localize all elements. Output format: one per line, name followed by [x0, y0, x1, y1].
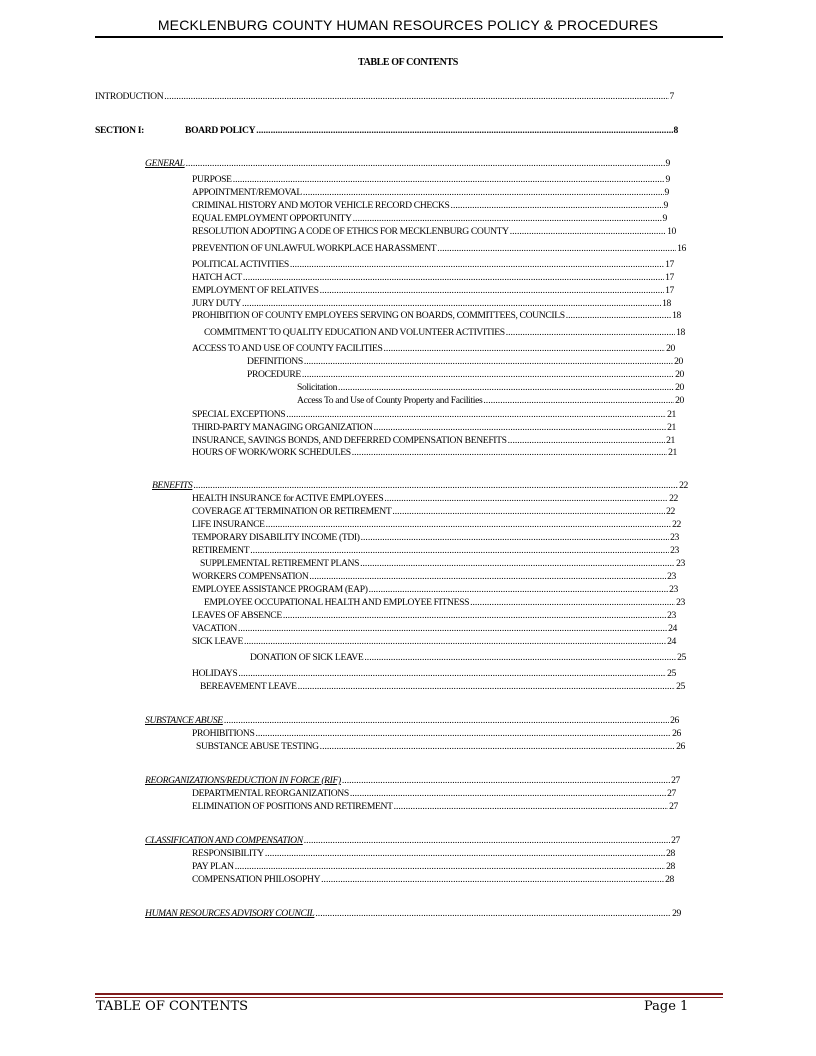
toc-page-number: 21: [667, 422, 676, 433]
toc-page-number: 29: [672, 908, 681, 919]
toc-page-number: 23: [670, 545, 679, 556]
toc-entry-title: APPOINTMENT/REMOVAL: [192, 187, 302, 198]
toc-entry-title: SUBSTANCE ABUSE: [145, 715, 223, 726]
toc-entry-title: PROHIBITIONS: [192, 728, 255, 739]
dot-leader: [235, 860, 665, 873]
toc-page-number: 28: [666, 848, 675, 859]
toc-entry[interactable]: [247, 355, 683, 368]
toc-entry[interactable]: [192, 727, 681, 740]
toc-entry[interactable]: [192, 531, 679, 544]
toc-page-number: 23: [670, 532, 679, 543]
toc-entry[interactable]: [192, 271, 674, 284]
dot-leader: [243, 271, 664, 284]
toc-entry[interactable]: [145, 157, 670, 170]
toc-entry[interactable]: [192, 446, 677, 459]
toc-entry-title: HEALTH INSURANCE for ACTIVE EMPLOYEES: [192, 493, 384, 504]
toc-entry-title: CRIMINAL HISTORY AND MOTOR VEHICLE RECORD CHECKS: [192, 200, 450, 211]
toc-entry-title: HOURS OF WORK/WORK SCHEDULES: [192, 447, 351, 458]
toc-entry-title: THIRD-PARTY MANAGING ORGANIZATION: [192, 422, 373, 433]
toc-page-number: 25: [667, 668, 676, 679]
toc-entry-title: VACATION: [192, 623, 237, 634]
toc-page-number: 23: [669, 584, 678, 595]
toc-entry[interactable]: [192, 570, 676, 583]
toc-entry[interactable]: [192, 408, 676, 421]
toc-entry-title: REORGANIZATIONS/REDUCTION IN FORCE (RIF): [145, 775, 341, 786]
toc-entry-title: ACCESS TO AND USE OF COUNTY FACILITIES: [192, 343, 383, 354]
toc-page-number: 20: [666, 343, 675, 354]
toc-entry[interactable]: [152, 479, 688, 492]
dot-leader: [384, 342, 666, 355]
toc-page-number: 9: [663, 200, 668, 211]
dot-leader: [350, 787, 666, 800]
toc-page-number: 22: [666, 506, 675, 517]
toc-entry[interactable]: [145, 774, 680, 787]
dot-leader: [353, 212, 662, 225]
toc-entry[interactable]: [204, 326, 685, 339]
dot-leader: [290, 258, 664, 271]
toc-entry-title: INSURANCE, SAVINGS BONDS, AND DEFERRED COMPENSATION BENEFITS: [192, 435, 507, 446]
toc-page-number: 20: [675, 395, 684, 406]
footer-rule-thin: [95, 997, 723, 998]
toc-entry-title: CLASSIFICATION AND COMPENSATION: [145, 835, 303, 846]
toc-entry-title: EMPLOYEE ASSISTANCE PROGRAM (EAP): [192, 584, 368, 595]
toc-page-number: 26: [670, 715, 679, 726]
toc-entry-title: DONATION OF SICK LEAVE: [250, 652, 364, 663]
dot-leader: [392, 505, 665, 518]
dot-leader: [394, 800, 668, 813]
toc-page-number: 20: [674, 356, 683, 367]
toc-entry-title: Access To and Use of County Property and Facilities: [297, 395, 483, 406]
toc-page-number: 24: [667, 636, 676, 647]
toc-entry[interactable]: [200, 680, 685, 693]
dot-leader: [483, 394, 674, 407]
toc-entry[interactable]: [192, 518, 681, 531]
dot-leader: [364, 651, 676, 664]
toc-page-number: 25: [677, 652, 686, 663]
dot-leader: [304, 355, 673, 368]
toc-entry[interactable]: [145, 714, 679, 727]
dot-leader: [360, 557, 675, 570]
toc-entry-subtitle: BOARD POLICY: [185, 125, 256, 136]
dot-leader: [510, 225, 666, 238]
toc-entry-title: COMMITMENT TO QUALITY EDUCATION AND VOLUNTEER ACTIVITIES: [204, 327, 505, 338]
toc-page-number: 17: [665, 285, 674, 296]
toc-entry-title: GENERAL: [145, 158, 185, 169]
toc-entry-title: HUMAN RESOURCES ADVISORY COUNCIL: [145, 908, 315, 919]
dot-leader: [451, 199, 663, 212]
toc-entry-title: LIFE INSURANCE: [192, 519, 265, 530]
toc-entry[interactable]: [95, 124, 678, 137]
toc-entry[interactable]: [192, 242, 686, 255]
toc-entry-title: BENEFITS: [152, 480, 193, 491]
footer-rule: [95, 993, 723, 995]
toc-entry[interactable]: [192, 583, 678, 596]
toc-entry[interactable]: [192, 787, 676, 800]
toc-entry[interactable]: [247, 368, 684, 381]
dot-leader: [266, 518, 671, 531]
toc-page-number: 25: [676, 681, 685, 692]
page-header: MECKLENBURG COUNTY HUMAN RESOURCES POLICY & PROCEDURES: [157, 17, 659, 33]
toc-entry-title: DEFINITIONS: [247, 356, 303, 367]
toc-entry-title: COVERAGE AT TERMINATION OR RETIREMENT: [192, 506, 392, 517]
toc-entry-title: Solicitation: [297, 382, 338, 393]
dot-leader: [238, 667, 666, 680]
toc-entry[interactable]: [204, 596, 685, 609]
toc-page-number: 27: [669, 801, 678, 812]
toc-page-number: 23: [667, 610, 676, 621]
toc-entry[interactable]: [192, 492, 678, 505]
dot-leader: [342, 774, 670, 787]
toc-entry[interactable]: [297, 381, 684, 394]
toc-page-number: 27: [671, 835, 680, 846]
toc-page-number: 21: [666, 435, 675, 446]
toc-page-number: 26: [672, 728, 681, 739]
toc-page-number: 22: [679, 480, 688, 491]
dot-leader: [338, 381, 674, 394]
toc-entry-title: SECTION I:: [95, 125, 145, 136]
toc-page-number: 23: [667, 571, 676, 582]
toc-entry[interactable]: [145, 907, 681, 920]
header-rule: [95, 36, 723, 38]
toc-page-number: 28: [666, 861, 675, 872]
toc-page-number: 9: [664, 187, 669, 198]
toc-entry-title: WORKERS COMPENSATION: [192, 571, 309, 582]
toc-page-number: 28: [665, 874, 674, 885]
toc-entry[interactable]: [192, 173, 670, 186]
toc-title: TABLE OF CONTENTS: [358, 57, 458, 68]
toc-entry-title: RESOLUTION ADOPTING A CODE OF ETHICS FOR MECKLENBURG COUNTY: [192, 226, 509, 237]
footer-page-number: Page 1: [644, 999, 689, 1014]
dot-leader: [303, 186, 664, 199]
toc-entry[interactable]: [145, 834, 680, 847]
toc-entry-title: SICK LEAVE: [192, 636, 243, 647]
toc-entry-title: DEPARTMENTAL REORGANIZATIONS: [192, 788, 349, 799]
toc-entry-title: PROCEDURE: [247, 369, 301, 380]
toc-page-number: 23: [676, 558, 685, 569]
toc-entry[interactable]: [192, 199, 668, 212]
dot-leader: [238, 622, 667, 635]
toc-page-number: 8: [673, 125, 678, 136]
toc-entry[interactable]: [250, 651, 686, 664]
dot-leader: [566, 309, 671, 322]
toc-entry-title: JURY DUTY: [192, 298, 241, 309]
toc-entry-title: COMPENSATION PHILOSOPHY: [192, 874, 321, 885]
toc-entry-title: SUBSTANCE ABUSE TESTING: [196, 741, 319, 752]
dot-leader: [369, 583, 669, 596]
dot-leader: [320, 740, 675, 753]
toc-page-number: 9: [665, 174, 670, 185]
toc-entry-title: TEMPORARY DISABILITY INCOME (TDI): [192, 532, 360, 543]
toc-page-number: 16: [677, 243, 686, 254]
toc-entry-title: ELIMINATION OF POSITIONS AND RETIREMENT: [192, 801, 393, 812]
toc-page-number: 27: [667, 788, 676, 799]
toc-page-number: 17: [665, 259, 674, 270]
dot-leader: [298, 680, 675, 693]
toc-page-number: 18: [676, 327, 685, 338]
toc-page-number: 24: [668, 623, 677, 634]
toc-page-number: 17: [665, 272, 674, 283]
dot-leader: [286, 408, 666, 421]
toc-page-number: 26: [676, 741, 685, 752]
toc-entry-title: LEAVES OF ABSENCE: [192, 610, 282, 621]
toc-entry[interactable]: [192, 667, 676, 680]
toc-entry[interactable]: [192, 505, 675, 518]
toc-page-number: 18: [662, 298, 671, 309]
dot-leader: [315, 907, 671, 920]
toc-entry[interactable]: [192, 635, 676, 648]
dot-leader: [265, 847, 665, 860]
toc-entry[interactable]: [192, 544, 679, 557]
dot-leader: [244, 635, 666, 648]
toc-entry[interactable]: [192, 847, 675, 860]
toc-entry[interactable]: [192, 225, 676, 238]
toc-page-number: 20: [675, 369, 684, 380]
toc-page-number: 18: [672, 310, 681, 321]
dot-leader: [256, 124, 672, 137]
dot-leader: [374, 421, 666, 434]
dot-leader: [304, 834, 670, 847]
toc-entry[interactable]: [192, 186, 669, 199]
toc-entry[interactable]: [196, 740, 685, 753]
dot-leader: [361, 531, 669, 544]
toc-entry-title: EMPLOYEE OCCUPATIONAL HEALTH AND EMPLOYEE FITNESS: [204, 597, 470, 608]
dot-leader: [193, 479, 678, 492]
toc-entry-title: EQUAL EMPLOYMENT OPPORTUNITY: [192, 213, 352, 224]
toc-entry-title: HATCH ACT: [192, 272, 242, 283]
dot-leader: [224, 714, 669, 727]
toc-page-number: 9: [662, 213, 667, 224]
toc-page-number: 22: [669, 493, 678, 504]
toc-entry-title: PAY PLAN: [192, 861, 234, 872]
toc-page-number: 21: [668, 447, 677, 458]
dot-leader: [470, 596, 675, 609]
dot-leader: [255, 727, 671, 740]
toc-entry-title: SUPPLEMENTAL RETIREMENT PLANS: [200, 558, 360, 569]
toc-entry-title: EMPLOYMENT OF RELATIVES: [192, 285, 319, 296]
toc-entry-title: PROHIBITION OF COUNTY EMPLOYEES SERVING ON BOARDS, COMMITTEES, COUNCILS: [192, 310, 565, 321]
toc-entry[interactable]: [192, 284, 674, 297]
toc-entry-title: BEREAVEMENT LEAVE: [200, 681, 297, 692]
toc-entry[interactable]: [192, 622, 677, 635]
toc-entry[interactable]: [192, 873, 674, 886]
toc-page-number: 22: [672, 519, 681, 530]
toc-page-number: 21: [667, 409, 676, 420]
dot-leader: [320, 284, 664, 297]
dot-leader: [186, 157, 665, 170]
toc-page-number: 27: [671, 775, 680, 786]
toc-entry[interactable]: [192, 421, 676, 434]
dot-leader: [506, 326, 675, 339]
dot-leader: [309, 570, 666, 583]
dot-leader: [321, 873, 664, 886]
dot-leader: [164, 90, 668, 103]
toc-entry[interactable]: [192, 309, 681, 322]
dot-leader: [250, 544, 669, 557]
toc-page-number: 20: [675, 382, 684, 393]
dot-leader: [302, 368, 674, 381]
dot-leader: [384, 492, 668, 505]
toc-entry[interactable]: [200, 557, 685, 570]
toc-entry[interactable]: [192, 258, 674, 271]
toc-page-number: 7: [669, 91, 674, 102]
toc-entry[interactable]: [192, 800, 678, 813]
toc-entry[interactable]: [192, 860, 675, 873]
dot-leader: [283, 609, 666, 622]
footer-label: TABLE OF CONTENTS: [96, 999, 249, 1014]
toc-entry-title: RESPONSIBILITY: [192, 848, 264, 859]
toc-entry-title: POLITICAL ACTIVITIES: [192, 259, 289, 270]
toc-entry-title: PREVENTION OF UNLAWFUL WORKPLACE HARASSMENT: [192, 243, 437, 254]
toc-page-number: 23: [676, 597, 685, 608]
toc-page-number: 10: [667, 226, 676, 237]
dot-leader: [437, 242, 676, 255]
toc-entry[interactable]: [192, 609, 676, 622]
toc-entry-title: HOLIDAYS: [192, 668, 238, 679]
dot-leader: [233, 173, 665, 186]
toc-entry[interactable]: [297, 394, 684, 407]
toc-entry-title: INTRODUCTION: [95, 91, 164, 102]
toc-entry[interactable]: [192, 342, 675, 355]
toc-entry-title: PURPOSE: [192, 174, 232, 185]
toc-entry[interactable]: [192, 212, 667, 225]
toc-entry-title: SPECIAL EXCEPTIONS: [192, 409, 286, 420]
dot-leader: [352, 446, 667, 459]
toc-entry[interactable]: [95, 90, 674, 103]
toc-page-number: 9: [665, 158, 670, 169]
toc-entry-title: RETIREMENT: [192, 545, 250, 556]
